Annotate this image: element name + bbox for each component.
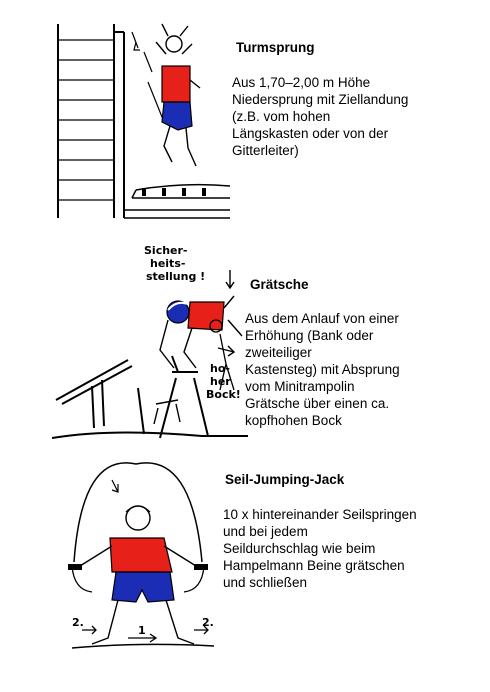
section-title: Seil-Jumping-Jack [225,472,345,487]
sketch-label-step2-right: 2. [202,616,214,629]
sketch-label-box-1: ho- [210,362,230,375]
section-description: 10 x hintereinander Seilspringen und bei jedem Seildurchschlag wie beim Hampelmann Beine grätschen und schließen [223,507,417,590]
sketch-label-step1: 1 [138,624,146,637]
seil-jumping-jack-illustration [52,462,228,660]
turmsprung-illustration [52,22,230,222]
sketch-label-box-2: her [210,375,231,388]
sketch-label-step2-left: 2. [72,616,84,629]
section-description: Aus 1,70–2,00 m Höhe Niedersprung mit Ziellandung (z.B. vom hohen Längskasten oder von der Gitterleiter) [232,75,409,158]
section-description: Aus dem Anlauf von einer Erhöhung (Bank oder zweiteiliger Kastensteg) mit Absprung vom Minitrampolin Grätsche über einen ca. kopfhohen Bock [245,311,400,428]
sketch-label-box-3: Bock! [206,388,241,401]
sketch-label-safety-3: stellung ! [146,270,206,283]
graetsche-illustration [52,240,248,444]
sketch-label-safety-2: heits- [150,257,186,270]
sketch-label-safety-1: Sicher- [144,244,188,257]
section-title: Grätsche [250,277,309,292]
section-title: Turmsprung [236,40,315,55]
